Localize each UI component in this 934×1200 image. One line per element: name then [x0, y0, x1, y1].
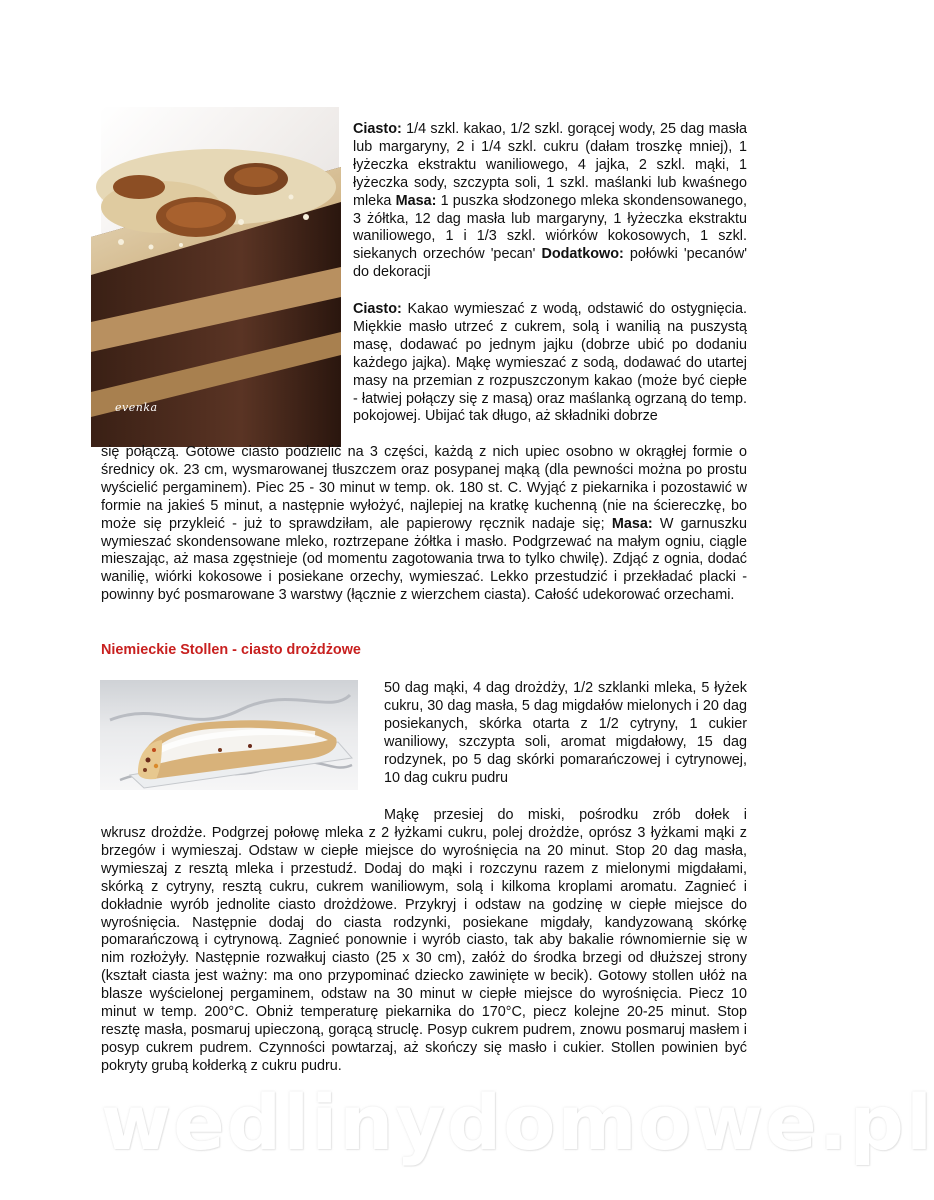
ingredients-text-1: 1/4 szkl. kakao, 1/2 szkl. gorącej wody, 25 dag masła lub margaryny, 2 i 1/4 szkl. cukru (dałam troszkę mniej), 1 łyżeczka ekstraktu waniliowego, 4 jajka, 2 szkl. mąki, 1 łyżeczka sody, szczypta soli, 1 szkl. maślanki lub kwaśnego mleka — [353, 121, 747, 209]
method-text-1: Kakao wymieszać z wodą, odstawić do ostygnięcia. Miękkie masło utrzeć z cukrem, solą i wanilią na puszystą masę, dodawać po jednym jajku (dobrze ubić po dodaniu każdego jajka). Mąkę wymieszać z sodą, dodawać do utartej masy na przemian z rozpuszczonym kakao (może być ciepłe - łatwiej połączy się z masą) oraz maślanką ogrzaną do temp. pokojowej. Ubijać tak długo, aż składniki dobrze — [353, 301, 747, 425]
dodatkowo-label: Dodatkowo: — [541, 246, 624, 263]
site-watermark: wedlinydomowe.pl — [101, 1078, 934, 1167]
method-label: Ciasto: — [353, 301, 402, 317]
recipe1-ingredients — [353, 121, 747, 282]
method-masa-label: Masa: — [611, 515, 653, 532]
recipe2-method-intro: Mąkę przesiej do miski, pośrodku zrób dołek i — [384, 807, 747, 823]
method-text-3: W garnuszku wymieszać skondensowane mleko, roztrzepane żółtka i masło. Podgrzewać na małym ogniu, ciągle mieszając, aż masa zgęstnieje (od momentu zagotowania trwa to tylko chwilę). Zdjąć z ognia, dodać wanilię, wiórki kokosowe i posiekane orzechy, wymieszać. Lekko przestudzić i przekładać placki - powinny być posmarowane 3 warstwy (łącznie z wierzchem ciasta). Całość udekorować orzechami. — [101, 515, 747, 604]
recipe1-method-intro — [353, 301, 747, 426]
recipe2-title: Niemieckie Stollen - ciasto drożdżowe — [101, 642, 361, 658]
recipe2-ingredients: 50 dag mąki, 4 dag drożdży, 1/2 szklanki mleka, 5 łyżek cukru, 30 dag masła, 5 dag migdałów mielonych i 20 dag posiekanych, skórka otarta z 1/2 cytryny, 1 cukier waniliowy, szczypta soli, aromat migdałowy, 15 dag rodzynek, po 5 dag skórki pomarańczowej i cytrynowej, 10 dag cukru pudru — [384, 680, 747, 786]
stollen-illustration — [100, 680, 358, 790]
recipe1-method-continued — [101, 444, 747, 605]
ingredients-text-2: 1 puszka słodzonego mleka skondensowanego, 3 żółtka, 12 dag masła lub margaryny, 1 łyżeczka ekstraktu waniliowego, 1 i 1/3 szkl. wiórków kokosowych, 1 szkl. siekanych orzechów 'pecan' — [353, 192, 747, 263]
method-text-2: się połączą. Gotowe ciasto podzielić na 3 części, każdą z nich upiec osobno w okrągłej formie o średnicy ok. 23 cm, wysmarowanej tłuszczem oraz posypanej mąką (dla pewności można po prostu wyścielić pergaminem). Piec 25 - 30 minut w temp. ok. 180 st. C. Wyjąć z piekarnika i pozostawić w formie na jakieś 5 minut, a następnie wyłożyć, najlepiej na kratkę kuchenną (nie na ściereczkę, bo może się przykleić - już to sprawdziłam, ale papierowy ręcznik nadaje się; — [101, 444, 747, 532]
ingredients-text-3: połówki 'pecanów' do dekoracji — [353, 246, 747, 281]
stollen-photo — [100, 680, 358, 790]
photo-signature: evenka — [115, 401, 158, 414]
ingredients-label: Ciasto: — [353, 121, 402, 137]
cake-photo — [101, 107, 339, 424]
masa-label: Masa: — [395, 192, 437, 209]
recipe2-method: wkrusz drożdże. Podgrzej połowę mleka z 2 łyżkami cukru, polej drożdże, oprósz 3 łyżkami mąki z brzegów i wymieszaj. Odstaw w ciepłe miejsce do wyrośnięcia na 20 minut. Stop 20 dag masła, wymieszaj z resztą mleka i przestudź. Dodaj do mąki i rozczynu razem z mielonymi migdałami, skórką z cytryny, resztą cukru, cukrem waniliowym, solą i kilkoma kroplami aromatu. Zagnieć i dokładnie wyrób jednolite ciasto drożdżowe. Przykryj i odstaw na godzinę w ciepłe miejsce do wyrośnięcia. Następnie dodaj do ciasta rodzynki, posiekane migdały, kandyzowaną skórkę pomarańczową i cytrynową. Zagnieć ponownie i wyrób ciasto, tak aby bakalie równomiernie się w nim rozłożyły. Następnie rozwałkuj ciasto (25 x 30 cm), załóż do środka brzegi od dłuższej strony (kształt ciasta jest ważny: ma ono przypominać dziecko zawinięte w becik). Gotowy stollen ułóż na blasze wyścielonej pergaminem, odstaw na 30 minut w ciepłe miejsce do wyrośnięcia. Piecz 10 minut w temp. 200°C. Obniż temperaturę piekarnika do 170°C, piecz kolejne 20-25 minut. Stop resztę masła, posmaruj upieczoną, gorącą struclę. Posyp cukrem pudrem, znowu posmaruj masłem i posyp cukrem pudrem. Czynności powtarzaj, aż skończy się masło i cukier. Stollen powinien być pokryty grubą kołderką z cukru pudru. — [101, 825, 747, 1074]
